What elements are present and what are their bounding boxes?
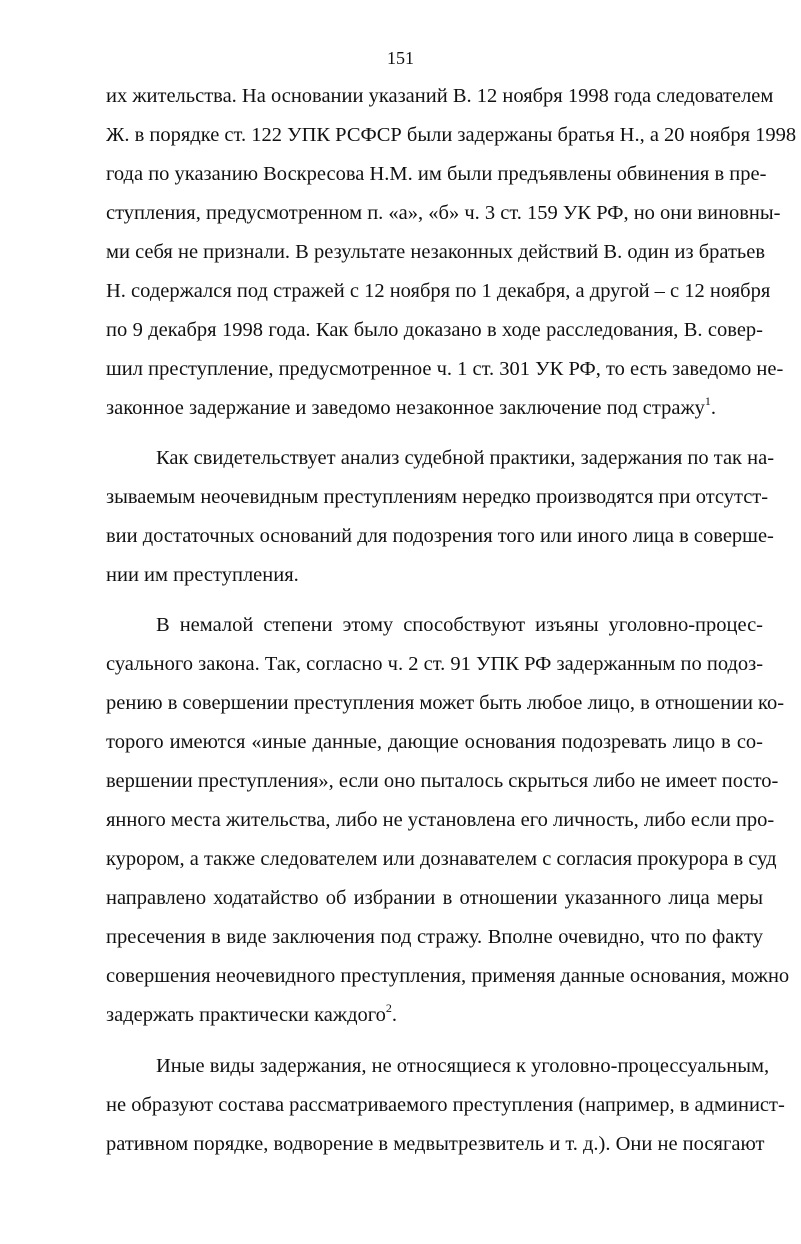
- page-number: 151: [387, 48, 414, 68]
- text-line: Ж. в порядке ст. 122 УПК РСФСР были задержаны братья Н., а 20 ноября 1998: [106, 124, 797, 146]
- footnote-ref-2[interactable]: 2: [385, 1001, 392, 1015]
- text-line: суального закона. Так, согласно ч. 2 ст. 91 УПК РФ задержанным по подоз-: [106, 653, 764, 675]
- text-line: совершения неочевидного преступления, применяя данные основания, можно: [106, 965, 790, 987]
- text-line: направлено ходатайство об избрании в отношении указанного лица меры: [106, 887, 763, 909]
- text-line: янного места жительства, либо не установлена его личность, либо если про-: [106, 809, 775, 831]
- text-line: [106, 390, 763, 426]
- footnote-ref-1[interactable]: 1: [704, 394, 711, 408]
- text-line: Как свидетельствует анализ судебной практики, задержания по так на-: [156, 447, 775, 469]
- text-line: пресечения в виде заключения под стражу. Вполне очевидно, что по факту: [106, 926, 763, 948]
- text-line: В немалой степени этому способствуют изъяны уголовно-процес-: [156, 614, 763, 636]
- text-line: Иные виды задержания, не относящиеся к уголовно-процессуальным,: [156, 1055, 770, 1077]
- text-line: не образуют состава рассматриваемого преступления (например, в админист-: [106, 1094, 785, 1116]
- text-line: по 9 декабря 1998 года. Как было доказано в ходе расследования, В. совер-: [106, 319, 763, 341]
- text-line: [106, 997, 763, 1033]
- text-line: года по указанию Воскресова Н.М. им были предъявлены обвинения в пре-: [106, 163, 767, 185]
- text-line: вершении преступления», если оно пыталось скрыться либо не имеет посто-: [106, 770, 779, 792]
- line-text: задержать практически каждого: [106, 1004, 386, 1026]
- text-line: торого имеются «иные данные, дающие основания подозревать лицо в со-: [106, 731, 763, 753]
- period: .: [710, 397, 716, 419]
- text-line: вии достаточных оснований для подозрения того или иного лица в соверше-: [106, 525, 774, 547]
- text-line: ми себя не признали. В результате незаконных действий В. один из братьев: [106, 241, 766, 263]
- text-line: курором, а также следователем или дознавателем с согласия прокурора в суд: [106, 848, 777, 870]
- text-line: ступления, предусмотренном п. «а», «б» ч. 3 ст. 159 УК РФ, но они виновны-: [106, 202, 781, 224]
- text-line: шил преступление, предусмотренное ч. 1 ст. 301 УК РФ, то есть заведомо не-: [106, 358, 784, 380]
- period: .: [391, 1004, 398, 1026]
- text-line: зываемым неочевидным преступлениям нередко производятся при отсутст-: [106, 486, 769, 508]
- text-line: Н. содержался под стражей с 12 ноября по 1 декабря, а другой – с 12 ноября: [106, 280, 771, 302]
- text-line: ративном порядке, водворение в медвытрезвитель и т. д.). Они не посягают: [106, 1133, 765, 1155]
- text-line: нии им преступления.: [106, 564, 299, 586]
- text-line: их жительства. На основании указаний В. 12 ноября 1998 года следователем: [106, 85, 774, 107]
- text-line: рению в совершении преступления может быть любое лицо, в отношении ко-: [106, 692, 785, 714]
- line-text: законное задержание и заведомо незаконное заключение под стражу: [106, 397, 705, 419]
